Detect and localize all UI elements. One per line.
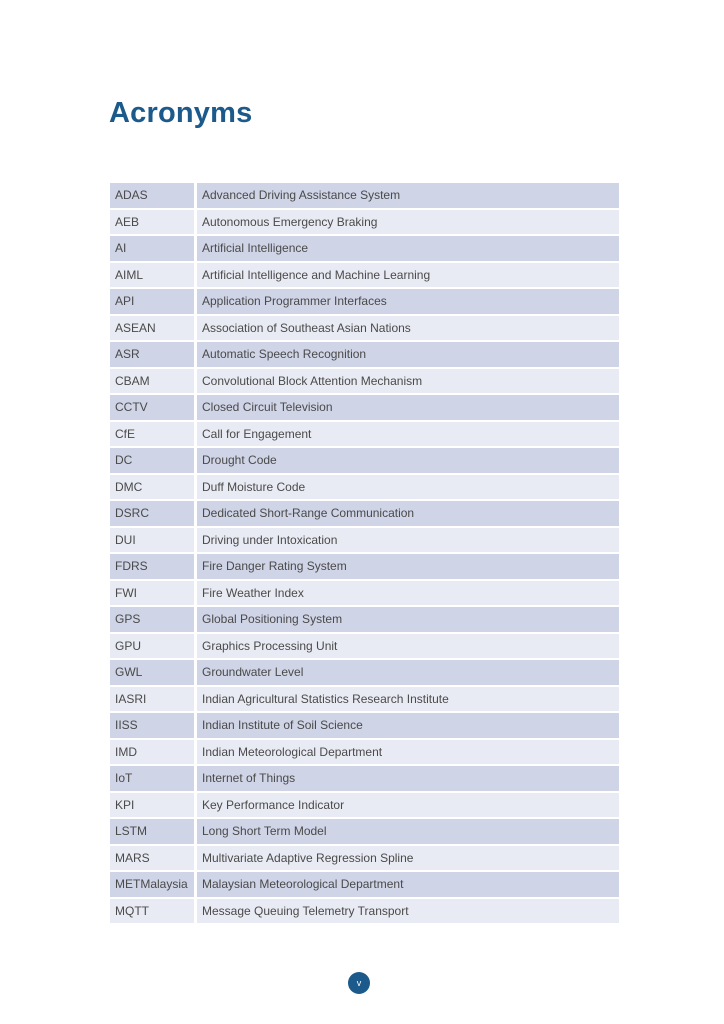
table-row [110,846,619,873]
acronym-cell: DUI [110,528,197,555]
table-row [110,528,619,555]
table-row [110,607,619,634]
table-row [110,289,619,316]
definition-cell: Closed Circuit Television [197,395,619,422]
table-row [110,342,619,369]
table-row [110,766,619,793]
acronym-cell: IASRI [110,687,197,714]
definition-cell: Advanced Driving Assistance System [197,183,619,210]
acronym-cell: DSRC [110,501,197,528]
definition-cell: Indian Institute of Soil Science [197,713,619,740]
definition-cell: Duff Moisture Code [197,475,619,502]
acronym-cell: MARS [110,846,197,873]
table-row [110,475,619,502]
acronym-cell: AEB [110,210,197,237]
acronym-cell: FDRS [110,554,197,581]
table-row [110,316,619,343]
definition-cell: Message Queuing Telemetry Transport [197,899,619,926]
definition-cell: Driving under Intoxication [197,528,619,555]
page-title: Acronyms [109,97,253,129]
definition-cell: Fire Danger Rating System [197,554,619,581]
definition-cell: Fire Weather Index [197,581,619,608]
table-row [110,422,619,449]
table-row [110,634,619,661]
definition-cell: Autonomous Emergency Braking [197,210,619,237]
acronym-cell: DC [110,448,197,475]
table-row [110,872,619,899]
definition-cell: Artificial Intelligence [197,236,619,263]
acronym-cell: LSTM [110,819,197,846]
acronym-table [110,183,619,925]
definition-cell: Artificial Intelligence and Machine Learning [197,263,619,290]
definition-cell: Global Positioning System [197,607,619,634]
table-row [110,713,619,740]
table-row [110,448,619,475]
acronym-cell: KPI [110,793,197,820]
definition-cell: Groundwater Level [197,660,619,687]
definition-cell: Convolutional Block Attention Mechanism [197,369,619,396]
table-row [110,554,619,581]
acronym-cell: IMD [110,740,197,767]
table-row [110,263,619,290]
acronym-cell: FWI [110,581,197,608]
acronym-cell: METMalaysia [110,872,197,899]
acronym-cell: CCTV [110,395,197,422]
acronym-cell: GPS [110,607,197,634]
definition-cell: Multivariate Adaptive Regression Spline [197,846,619,873]
acronym-cell: DMC [110,475,197,502]
table-row [110,395,619,422]
acronym-cell: IISS [110,713,197,740]
table-row [110,369,619,396]
definition-cell: Dedicated Short-Range Communication [197,501,619,528]
definition-cell: Graphics Processing Unit [197,634,619,661]
definition-cell: Drought Code [197,448,619,475]
acronym-cell: API [110,289,197,316]
definition-cell: Application Programmer Interfaces [197,289,619,316]
definition-cell: Internet of Things [197,766,619,793]
acronym-cell: ASR [110,342,197,369]
acronym-cell: GPU [110,634,197,661]
table-row [110,183,619,210]
definition-cell: Automatic Speech Recognition [197,342,619,369]
page-number-badge: v [348,972,370,994]
definition-cell: Long Short Term Model [197,819,619,846]
table-row [110,819,619,846]
definition-cell: Indian Meteorological Department [197,740,619,767]
table-row [110,501,619,528]
table-row [110,899,619,926]
table-row [110,581,619,608]
acronym-cell: AIML [110,263,197,290]
acronym-cell: CBAM [110,369,197,396]
acronym-cell: GWL [110,660,197,687]
table-row [110,236,619,263]
table-row [110,660,619,687]
definition-cell: Malaysian Meteorological Department [197,872,619,899]
acronym-cell: ADAS [110,183,197,210]
definition-cell: Key Performance Indicator [197,793,619,820]
table-row [110,687,619,714]
acronym-cell: AI [110,236,197,263]
acronym-cell: ASEAN [110,316,197,343]
acronym-cell: MQTT [110,899,197,926]
definition-cell: Association of Southeast Asian Nations [197,316,619,343]
definition-cell: Call for Engagement [197,422,619,449]
definition-cell: Indian Agricultural Statistics Research Institute [197,687,619,714]
acronym-cell: IoT [110,766,197,793]
table-row [110,740,619,767]
acronym-cell: CfE [110,422,197,449]
table-row [110,210,619,237]
table-row [110,793,619,820]
acronym-table-body [110,183,619,925]
